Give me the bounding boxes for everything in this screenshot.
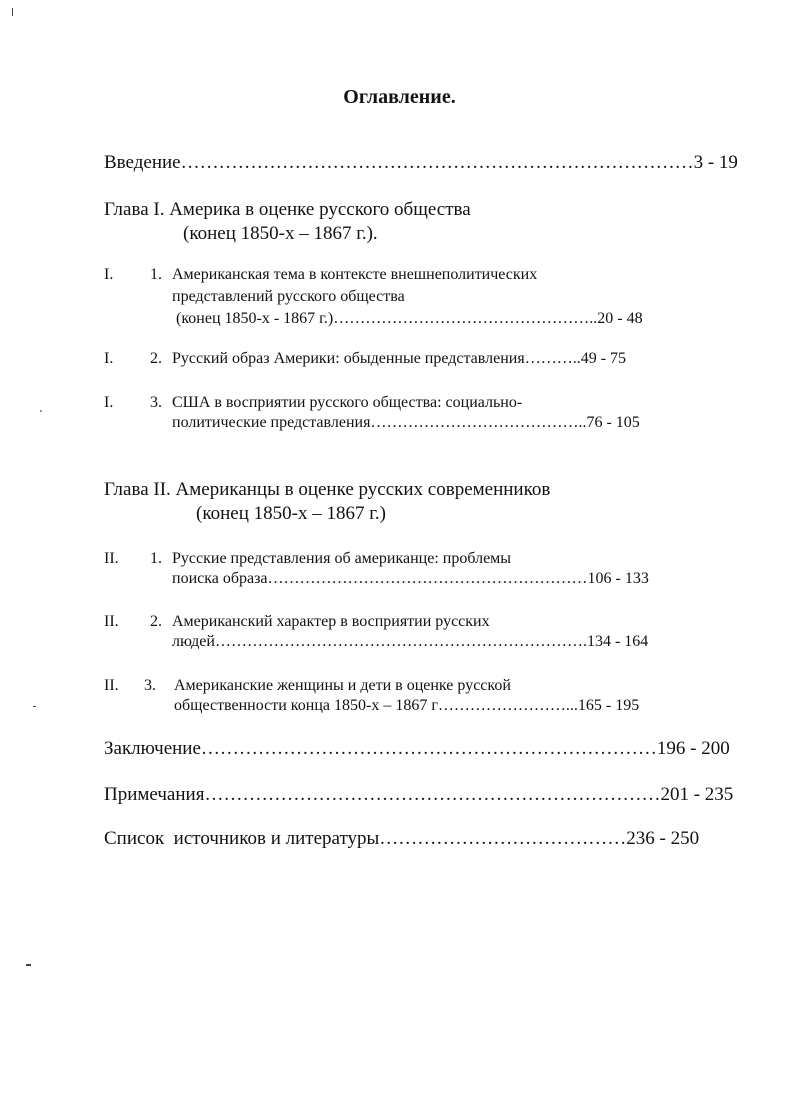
entry-label: Примечания xyxy=(104,784,205,805)
section-title-text: (конец 1850-х - 1867 г.) xyxy=(176,310,334,327)
scan-speck xyxy=(33,706,36,707)
toc-entry-notes xyxy=(104,784,733,806)
section-number: 1. xyxy=(150,550,162,567)
section-roman: II. xyxy=(104,613,119,630)
section-title-text: политические представления xyxy=(172,414,371,431)
dot-leader: ……………………………………………………………… xyxy=(200,738,657,759)
section-roman: I. xyxy=(104,350,114,367)
toc-entry-conclusion xyxy=(104,738,730,760)
chapter-2-subtitle: (конец 1850-х – 1867 г.) xyxy=(196,503,386,524)
section-title-line-3 xyxy=(176,310,643,328)
dot-leader: ……………………... xyxy=(437,697,578,714)
section-title-text: общественности конца 1850-х – 1867 г xyxy=(174,697,438,714)
page-title: Оглавление. xyxy=(343,86,456,108)
dot-leader: ……………………………………………………………… xyxy=(204,784,661,805)
toc-entry-sources xyxy=(104,828,699,850)
page-range: 3 - 19 xyxy=(693,152,738,173)
section-number: 1. xyxy=(150,266,162,283)
entry-label: Введение xyxy=(104,152,181,173)
section-title-line-1: Американский характер в восприятии русских xyxy=(172,613,490,630)
section-title-line-2 xyxy=(174,697,639,715)
section-title-line-2 xyxy=(172,633,648,651)
dot-leader: ………………………………………….. xyxy=(333,310,598,327)
dot-leader: ……….. xyxy=(524,350,581,367)
page-range: 201 - 235 xyxy=(660,784,734,805)
section-roman: II. xyxy=(104,550,119,567)
section-title-line-1 xyxy=(172,350,626,368)
page-range: 134 - 164 xyxy=(586,633,649,650)
section-title-text: людей xyxy=(172,633,215,650)
section-title-text: поиска образа xyxy=(172,570,268,587)
dot-leader: ………………………………… xyxy=(379,828,627,849)
entry-label: Список источников и литературы xyxy=(104,828,380,849)
section-title-line-2 xyxy=(172,414,640,432)
dot-leader: ……………………………………………………………. xyxy=(214,633,587,650)
scan-speck xyxy=(26,964,31,966)
section-roman: I. xyxy=(104,394,114,411)
toc-entry-intro xyxy=(104,152,738,174)
section-number: 2. xyxy=(150,350,162,367)
dot-leader: ……………………………………………………………………… xyxy=(180,152,694,173)
scan-speck xyxy=(12,8,13,16)
page-range: 165 - 195 xyxy=(577,697,640,714)
page-range: 49 - 75 xyxy=(580,350,627,367)
page-range: 20 - 48 xyxy=(597,310,643,327)
section-title-line-1: Американские женщины и дети в оценке русской xyxy=(174,677,511,694)
page-range: 236 - 250 xyxy=(626,828,700,849)
dot-leader: …………………………………………………… xyxy=(267,570,588,587)
section-title-line-1: США в восприятии русского общества: социально- xyxy=(172,394,523,411)
page-range: 196 - 200 xyxy=(656,738,730,759)
chapter-1-heading: Глава I. Америка в оценке русского общества xyxy=(104,199,471,220)
section-roman: I. xyxy=(104,266,114,283)
section-roman: II. xyxy=(104,677,119,694)
section-title-line-1: Русские представления об американце: проблемы xyxy=(172,550,512,567)
entry-label: Заключение xyxy=(104,738,201,759)
section-title-line-2: представлений русского общества xyxy=(172,288,405,305)
chapter-1-subtitle: (конец 1850-х – 1867 г.). xyxy=(183,223,378,244)
section-number: 3. xyxy=(150,394,162,411)
section-number: 3. xyxy=(144,677,156,694)
page-range: 76 - 105 xyxy=(586,414,640,431)
page-range: 106 - 133 xyxy=(587,570,649,587)
chapter-2-heading: Глава II. Американцы в оценке русских современников xyxy=(104,479,551,500)
section-title-text: Русский образ Америки: обыденные представления xyxy=(172,350,525,367)
scan-speck xyxy=(40,410,42,412)
section-title-line-1: Американская тема в контексте внешнеполитических xyxy=(172,266,538,283)
dot-leader: ………………………………….. xyxy=(370,414,587,431)
section-number: 2. xyxy=(150,613,162,630)
section-title-line-2 xyxy=(172,570,649,588)
